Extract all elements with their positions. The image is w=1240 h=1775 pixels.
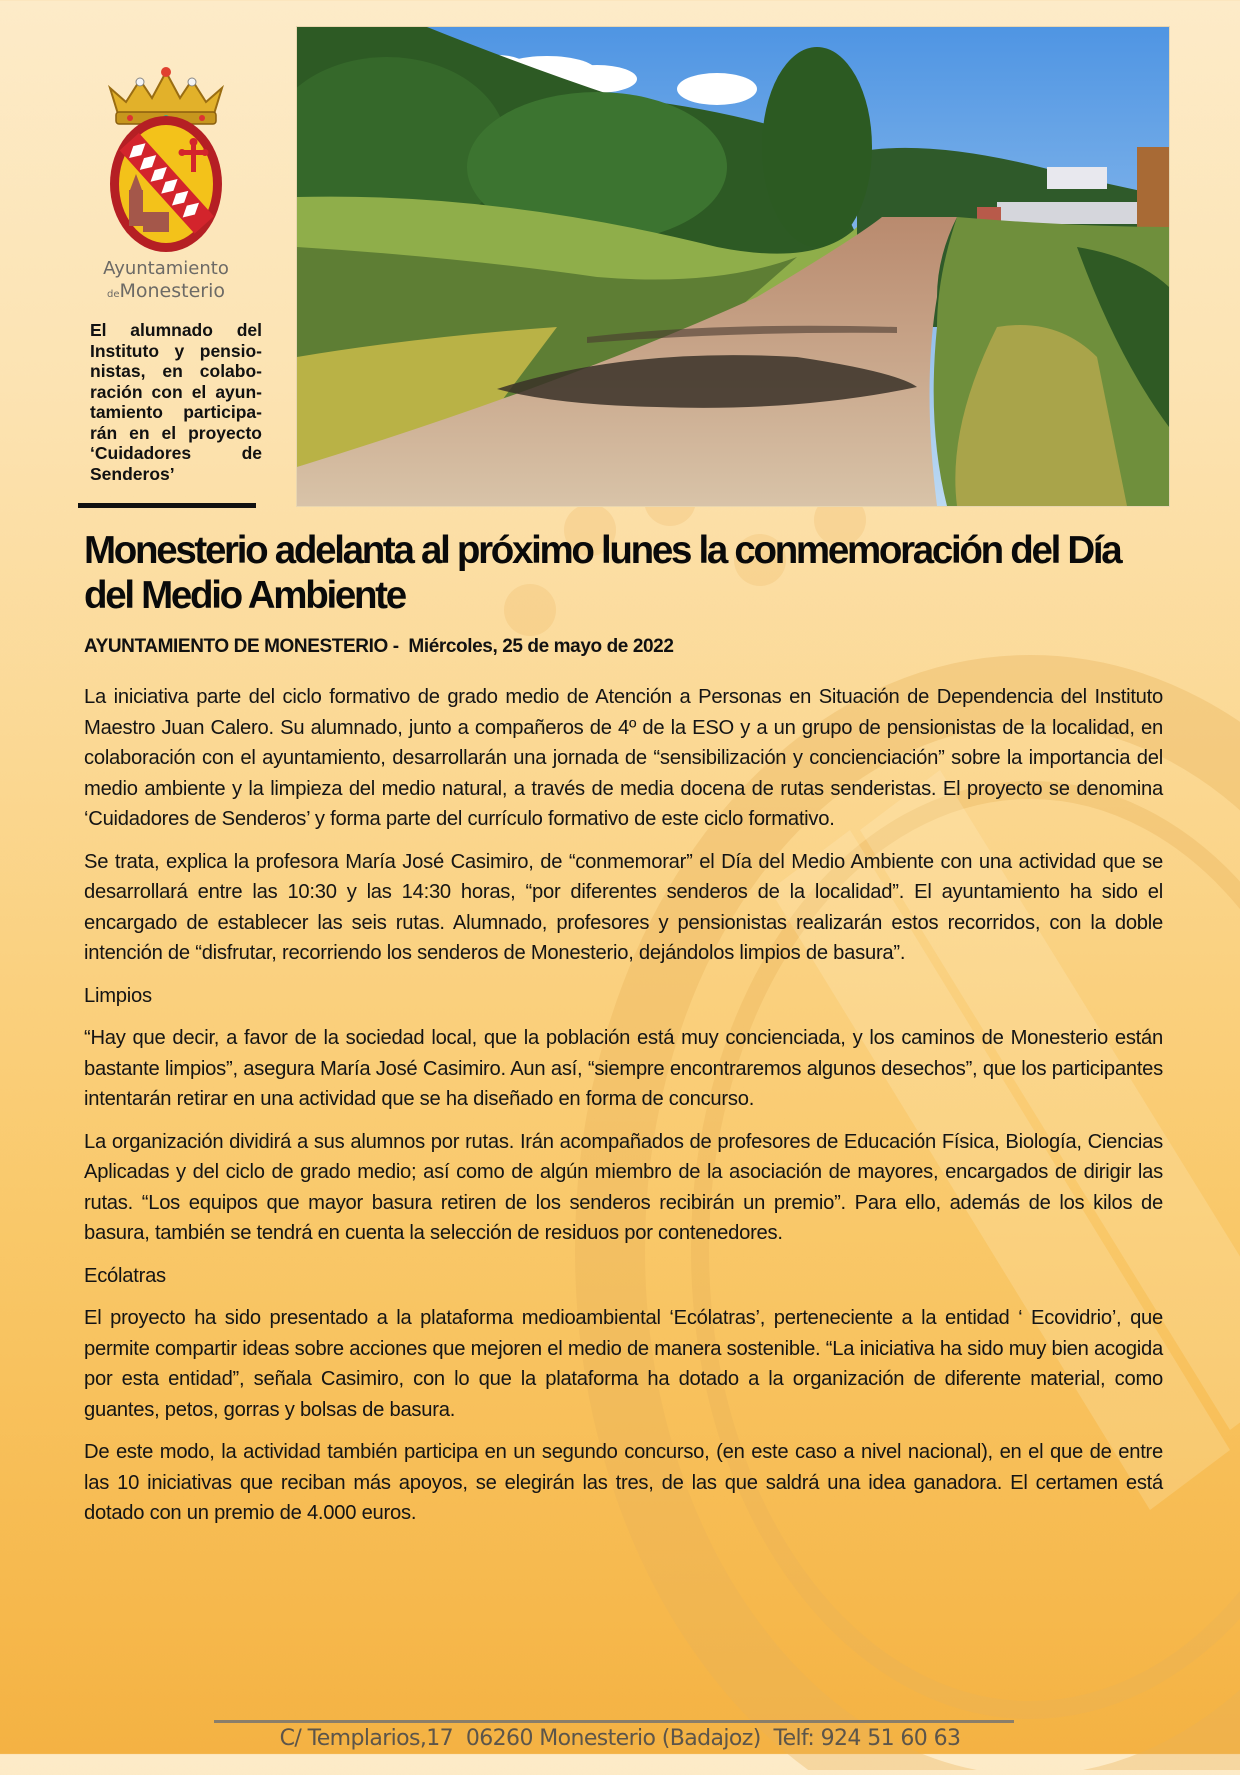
municipality-logo bbox=[96, 62, 236, 308]
logo-text-de: de bbox=[106, 289, 120, 300]
caption-divider bbox=[78, 503, 256, 508]
logo-text-ayuntamiento: Ayuntamiento bbox=[103, 258, 229, 279]
footer-address: C/ Templarios,17 06260 Monesterio (Badajoz) Telf: 924 51 60 63 bbox=[279, 1726, 961, 1751]
photo-caption-summary: El alumnado del Instituto y pensionistas, en colaboración con el ayuntamiento participarán en el proyecto ‘Cuidadores de Senderos’ bbox=[90, 320, 262, 484]
article-paragraph: La iniciativa parte del ciclo formativo de grado medio de Atención a Personas en Situación de Dependencia del Instituto Maestro Juan Calero. Su alumnado, junto a compañeros de 4º de la ESO y a un grupo de pensionistas de la localidad, en colaboración con el ayuntamiento, desarrollarán una jornada de “sensibilización y concienciación” sobre la importancia del medio ambiente y la limpieza del medio natural, a través de media docena de rutas senderistas. El proyecto se denomina ‘Cuidadores de Senderos’ y forma parte del currículo formativo de este ciclo formativo. bbox=[84, 686, 1163, 830]
section-heading-ecolatras: Ecólatras bbox=[84, 1264, 166, 1287]
article-photo bbox=[296, 26, 1170, 507]
logo-text-monesterio bbox=[96, 280, 236, 302]
article-paragraph: La organización dividirá a sus alumnos por rutas. Irán acompañados de profesores de Educación Física, Biología, Ciencias Aplicadas y del ciclo de grado medio; así como de algún miembro de la asociación de mayores, encargados de dirigir las rutas. “Los equipos que mayor basura retiren de los senderos recibirán un premio”. Para ello, además de los kilos de basura, también se tendrá en cuenta la selección de residuos por contenedores. bbox=[84, 1130, 1163, 1244]
section-heading-limpios: Limpios bbox=[84, 984, 152, 1007]
article-paragraph: El proyecto ha sido presentado a la plataforma medioambiental ‘Ecólatras’, perteneciente a la entidad ‘ Ecovidrio’, que permite compartir ideas sobre acciones que mejoren el medio de manera sostenible. “La iniciativa ha sido muy bien acogida por esta entidad”, señala Casimiro, con lo que la plataforma ha dotado a la organización de diferente material, como guantes, petos, gorras y bolsas de basura. bbox=[84, 1307, 1163, 1421]
article-paragraph: Se trata, explica la profesora María José Casimiro, de “conmemorar” el Día del Medio Ambiente con una actividad que se desarrollará entre las 10:30 y las 14:30 horas, “por diferentes senderos de la localidad”. El ayuntamiento ha sido el encargado de establecer las seis rutas. Alumnado, profesores y pensionistas realizarán estos recorridos, con la doble intención de “disfrutar, recorriendo los senderos de Monesterio, dejándolos limpios de basura”. bbox=[84, 850, 1163, 964]
logo-text-town: Monesterio bbox=[119, 280, 225, 302]
footer-divider bbox=[214, 1720, 1014, 1723]
article-paragraph: De este modo, la actividad también participa en un segundo concurso, (en este caso a nivel nacional), en el que de entre las 10 iniciativas que reciban más apoyos, se elegirán las tres, de las que saldrá una idea ganadora. El certamen está dotado con un premio de 4.000 euros. bbox=[84, 1441, 1163, 1524]
article-headline: Monesterio adelanta al próximo lunes la conmemoración del Día del Medio Ambiente bbox=[84, 529, 1121, 617]
article-paragraph: “Hay que decir, a favor de la sociedad local, que la población está muy concienciada, y los caminos de Monesterio están bastante limpios”, asegura María José Casimiro. Aun así, “siempre encontraremos algunos desechos”, que los participantes intentarán retirar en una actividad que se ha diseñado en forma de concurso. bbox=[84, 1027, 1163, 1110]
article-byline: AYUNTAMIENTO DE MONESTERIO - Miércoles, 25 de mayo de 2022 bbox=[84, 636, 674, 657]
coat-of-arms-icon bbox=[96, 62, 236, 262]
gravel-country-road-with-trees-icon bbox=[297, 27, 1169, 506]
article-body bbox=[84, 682, 1163, 1541]
